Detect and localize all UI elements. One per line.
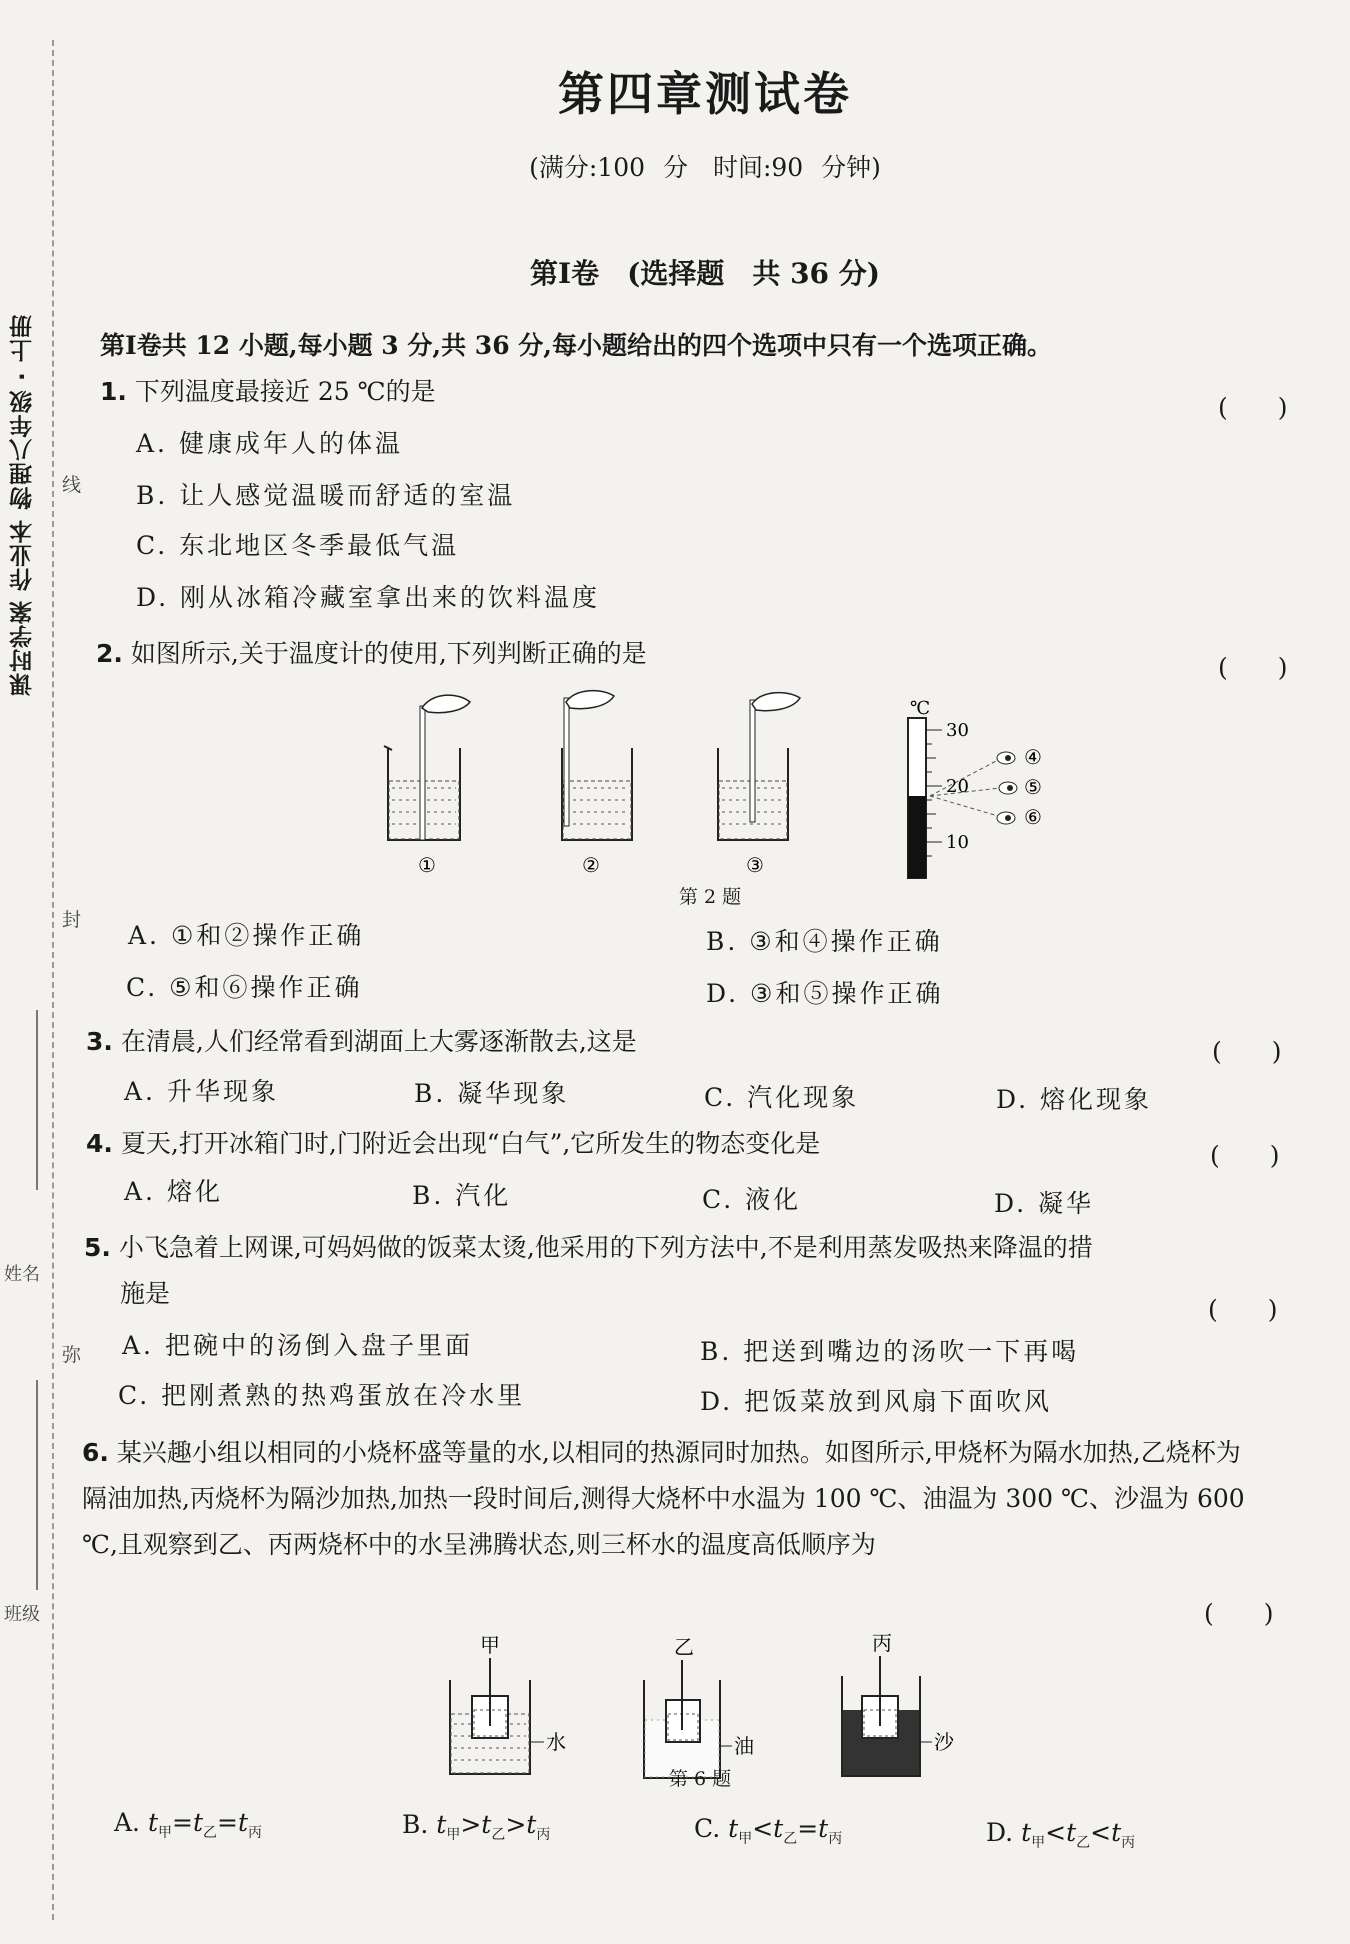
operator: < [752, 1814, 774, 1843]
medium-label-water: 水 [546, 1730, 566, 1754]
operator: > [505, 1810, 527, 1839]
option-5c[interactable]: C. 把刚煮熟的热鸡蛋放在冷水里 [118, 1381, 526, 1410]
side-mark-mi: 弥 [62, 1344, 82, 1366]
option-2d[interactable]: D. ③和⑤操作正确 [706, 979, 944, 1008]
operator: < [1045, 1818, 1067, 1847]
binding-line [52, 40, 54, 1920]
figure-label-2: ② [582, 853, 600, 877]
subscript-bing: 丙 [248, 1825, 263, 1841]
option-prefix: A. [114, 1808, 141, 1837]
option-4b[interactable]: B. 汽化 [412, 1181, 512, 1210]
answer-blank-5[interactable]: ( ) [1208, 1295, 1278, 1324]
medium-label-oil: 油 [734, 1734, 754, 1758]
operator: = [172, 1808, 193, 1837]
medium-label-sand: 沙 [934, 1730, 954, 1754]
answer-blank-4[interactable]: ( ) [1210, 1141, 1280, 1170]
option-2a[interactable]: A. ①和②操作正确 [128, 921, 365, 950]
option-3c[interactable]: C. 汽化现象 [704, 1083, 860, 1112]
side-mark-xian: 线 [62, 474, 82, 496]
question-1 [100, 372, 436, 408]
subscript-yi: 乙 [1076, 1835, 1091, 1851]
beaker-1 [384, 695, 470, 840]
option-3a[interactable]: A. 升华现象 [124, 1077, 279, 1106]
section-title: 第Ⅰ卷 (选择题 共 36 分) [529, 257, 881, 290]
class-blank[interactable] [36, 1380, 38, 1590]
operator: > [460, 1810, 482, 1839]
tick-10: 10 [946, 832, 969, 853]
option-3b[interactable]: B. 凝华现象 [414, 1079, 570, 1108]
question-number: 2. [96, 639, 123, 668]
side-mark-feng: 封 [62, 909, 82, 931]
beaker-label-yi: 乙 [674, 1635, 694, 1659]
option-5d[interactable]: D. 把饭菜放到风扇下面吹风 [700, 1387, 1053, 1416]
option-6c[interactable] [694, 1814, 842, 1848]
temp-symbol: t [526, 1810, 537, 1839]
eye-label-5: ⑤ [1024, 775, 1042, 799]
answer-blank-3[interactable]: ( ) [1212, 1037, 1282, 1066]
side-field-class: 班级 [4, 1604, 40, 1625]
question-text: 如图所示,关于温度计的使用,下列判断正确的是 [130, 639, 647, 668]
option-prefix: C. [694, 1814, 721, 1843]
temp-symbol: t [773, 1814, 784, 1843]
thermometer-scale [908, 718, 1017, 878]
option-6a[interactable] [114, 1808, 262, 1842]
option-4a[interactable]: A. 熔化 [124, 1177, 223, 1206]
question-text-line1: 小飞急着上网课,可妈妈做的饭菜太烫,他采用的下列方法中,不是利用蒸发吸热来降温的措 [118, 1233, 1093, 1262]
section-intro: 第Ⅰ卷共 12 小题,每小题 3 分,共 36 分,每小题给出的四个选项中只有一个选项正确。 [100, 331, 1053, 360]
side-book-title: 课时学案 作业本 物理八年级 · 上册 [10, 314, 36, 696]
operator: < [1090, 1818, 1112, 1847]
operator: = [217, 1808, 238, 1837]
eye-label-6: ⑥ [1024, 805, 1042, 829]
question-5-line2: 施是 [120, 1279, 171, 1308]
option-5a[interactable]: A. 把碗中的汤倒入盘子里面 [122, 1331, 473, 1360]
temp-symbol: t [1021, 1818, 1032, 1847]
option-1a[interactable]: A. 健康成年人的体温 [136, 429, 403, 458]
tick-30: 30 [946, 720, 969, 741]
subscript-jia: 甲 [1031, 1835, 1046, 1851]
answer-blank-6[interactable]: ( ) [1204, 1599, 1274, 1628]
subscript-yi: 乙 [783, 1831, 798, 1847]
question-text: 在清晨,人们经常看到湖面上大雾逐渐散去,这是 [120, 1027, 637, 1056]
subscript-bing: 丙 [536, 1827, 551, 1843]
option-prefix: B. [402, 1810, 429, 1839]
question-number: 1. [100, 377, 127, 406]
subscript-jia: 甲 [158, 1825, 173, 1841]
question-number: 5. [84, 1233, 111, 1262]
beaker-yi [644, 1660, 732, 1778]
question-3 [86, 1022, 637, 1058]
question-text: 某兴趣小组以相同的小烧杯盛等量的水,以相同的热源同时加热。如图所示,甲烧杯为隔水加热,乙烧杯为隔油加热,丙烧杯为隔沙加热,加热一段时间后,测得大烧杯中水温为 100 ℃、油温为 300 ℃、沙温为 600 ℃,且观察到乙、丙两烧杯中的水呈沸腾状态,则三杯水的温度高低顺序为 [82, 1438, 1245, 1559]
figure-label-1: ① [418, 853, 436, 877]
question-text: 夏天,打开冰箱门时,门附近会出现“白气”,它所发生的物态变化是 [120, 1129, 821, 1158]
subscript-yi: 乙 [491, 1827, 506, 1843]
figure-caption-2: 第 2 题 [678, 886, 742, 908]
celsius-unit: ℃ [910, 698, 931, 719]
option-4c[interactable]: C. 液化 [702, 1185, 802, 1214]
subscript-jia: 甲 [738, 1831, 753, 1847]
option-6d[interactable] [986, 1818, 1135, 1852]
option-2b[interactable]: B. ③和④操作正确 [706, 927, 943, 956]
beaker-bing [842, 1656, 932, 1776]
question-number: 4. [86, 1129, 113, 1158]
beaker-jia [450, 1658, 544, 1774]
thermometer-use-figure [370, 688, 1070, 888]
question-number: 3. [86, 1027, 113, 1056]
subscript-jia: 甲 [446, 1827, 461, 1843]
temp-symbol: t [481, 1810, 492, 1839]
question-2 [96, 634, 647, 670]
temp-symbol: t [1111, 1818, 1122, 1847]
subscript-bing: 丙 [1121, 1835, 1136, 1851]
option-4d[interactable]: D. 凝华 [994, 1189, 1095, 1218]
question-4 [86, 1124, 820, 1160]
temp-symbol: t [147, 1808, 159, 1837]
option-prefix: D. [986, 1818, 1014, 1847]
temp-symbol: t [1066, 1818, 1077, 1847]
question-number: 6. [82, 1438, 109, 1467]
subscript-yi: 乙 [203, 1825, 218, 1841]
option-6b[interactable] [402, 1810, 550, 1844]
option-1c[interactable]: C. 东北地区冬季最低气温 [136, 531, 460, 560]
name-blank[interactable] [36, 1010, 38, 1190]
beaker-3 [718, 693, 800, 840]
option-2c[interactable]: C. ⑤和⑥操作正确 [126, 973, 363, 1002]
answer-blank-2[interactable]: ( ) [1218, 653, 1288, 682]
heating-beakers-figure [430, 1630, 970, 1820]
temp-symbol: t [192, 1808, 204, 1837]
figure-caption-6: 第 6 题 [668, 1768, 732, 1790]
question-6 [82, 1430, 1262, 1568]
option-3d[interactable]: D. 熔化现象 [996, 1085, 1153, 1114]
tick-20: 20 [946, 776, 969, 797]
temp-symbol: t [728, 1814, 739, 1843]
page-title: 第四章测试卷 [558, 67, 852, 121]
beaker-label-bing: 丙 [872, 1631, 892, 1655]
question-5 [84, 1228, 1093, 1264]
temp-symbol: t [436, 1810, 447, 1839]
beaker-label-jia: 甲 [480, 1633, 500, 1657]
option-5b[interactable]: B. 把送到嘴边的汤吹一下再喝 [700, 1337, 1080, 1366]
answer-blank-1[interactable]: ( ) [1218, 393, 1288, 422]
eye-label-4: ④ [1024, 745, 1042, 769]
subscript-bing: 丙 [828, 1831, 843, 1847]
figure-label-3: ③ [746, 853, 764, 877]
operator: = [797, 1814, 819, 1843]
temp-symbol: t [237, 1808, 249, 1837]
option-1d[interactable]: D. 刚从冰箱冷藏室拿出来的饮料温度 [136, 583, 601, 612]
side-field-name: 姓名 [4, 1264, 40, 1285]
beaker-2 [562, 691, 632, 840]
question-text: 下列温度最接近 25 ℃的是 [134, 377, 436, 406]
page-subtitle: (满分:100 分 时间:90 分钟) [529, 153, 881, 182]
option-1b[interactable]: B. 让人感觉温暖而舒适的室温 [136, 481, 516, 510]
temp-symbol: t [818, 1814, 829, 1843]
